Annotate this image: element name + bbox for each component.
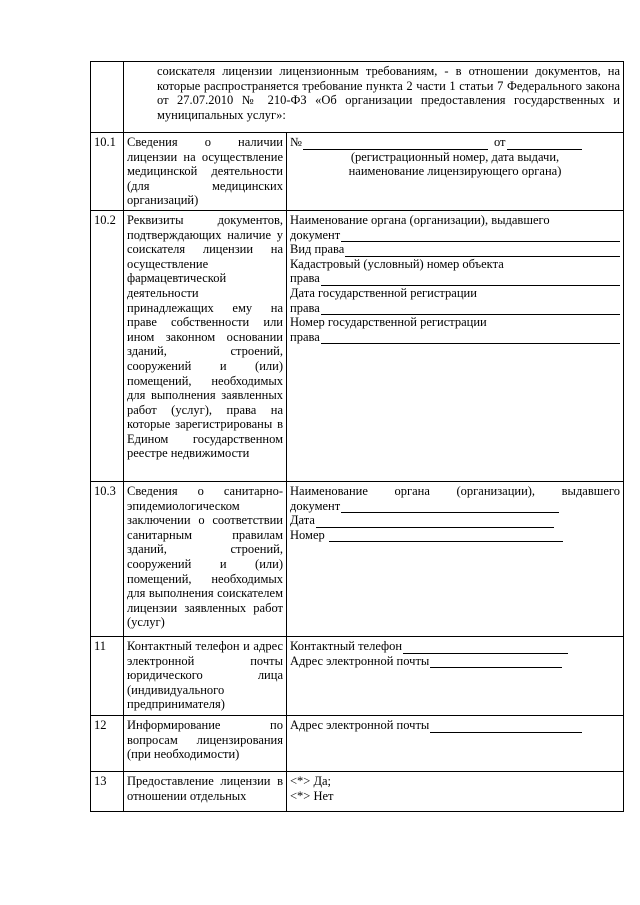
right-label: права	[290, 271, 320, 286]
document-field[interactable]	[341, 501, 559, 513]
application-form-table	[90, 61, 624, 812]
contact-phone-field[interactable]	[403, 642, 568, 654]
option-yes[interactable]: <*> Да;	[290, 773, 332, 788]
row-number: 13	[91, 771, 124, 811]
document-label: документ	[290, 498, 341, 513]
table-row-13	[91, 771, 624, 811]
email-label: Адрес электронной почты	[290, 717, 430, 732]
number-label: Номер	[290, 527, 325, 542]
row-label: Контактный телефон и адрес электронной почты юридического лица (индивидуального предпринимателя)	[124, 636, 287, 715]
email-field[interactable]	[430, 656, 562, 668]
continuation-text: соискателя лицензии лицензионным требованиям, - в отношении документов, на которые распространяется требование пункта 2 части 1 статьи 7 Федерального закона от 27.07.2010 № 210-ФЗ «Об организации предоставления государственных и муниципальных услуг»:	[124, 62, 624, 133]
table-row-10-3	[91, 481, 624, 636]
issuing-organ-label: Наименование органа (организации), выдавшего	[290, 483, 620, 498]
date-field[interactable]	[316, 516, 554, 528]
row-value	[287, 481, 624, 636]
row-number	[91, 62, 124, 133]
registration-date-field[interactable]	[321, 303, 620, 315]
cadastral-number-field[interactable]	[321, 274, 620, 286]
table-row-11	[91, 636, 624, 715]
email-field[interactable]	[430, 721, 582, 733]
license-date-field[interactable]	[507, 138, 582, 150]
row-value	[287, 210, 624, 481]
license-number-field[interactable]	[303, 138, 488, 150]
row-number: 10.3	[91, 481, 124, 636]
row-label: Сведения о наличии лицензии на осуществление медицинской деятельности (для медицинских организаций)	[124, 133, 287, 211]
document-label: документ	[290, 227, 341, 242]
row-number: 12	[91, 715, 124, 771]
issuing-organ-label: Наименование органа (организации), выдавшего	[290, 212, 550, 227]
cadastral-number-label: Кадастровый (условный) номер объекта	[290, 256, 504, 271]
registration-date-label: Дата государственной регистрации	[290, 285, 477, 300]
table-row-12	[91, 715, 624, 771]
right-label: права	[290, 329, 320, 344]
row-value	[287, 133, 624, 211]
date-label: Дата	[290, 513, 315, 528]
table-row-continuation	[91, 62, 624, 133]
email-label: Адрес электронной почты	[290, 653, 430, 668]
registration-number-field[interactable]	[321, 332, 620, 344]
date-from-label: от	[493, 135, 506, 149]
contact-phone-label: Контактный телефон	[290, 638, 403, 653]
row-label: Реквизиты документов, подтверждающих наличие у соискателя лицензии на осуществление фармацевтической деятельности принадлежащих ему на праве собственности или ином законном основании зданий, строений, сооружений и (или) помещений, необходимых для выполнения заявленных работ (услуг), права на которые зарегистрированы в Едином государственном реестре недвижимости	[124, 210, 287, 481]
row-value	[287, 771, 624, 811]
number-field[interactable]	[329, 530, 563, 542]
right-type-label: Вид права	[290, 242, 345, 257]
document-field[interactable]	[341, 230, 620, 242]
row-number: 10.2	[91, 210, 124, 481]
row-label: Сведения о санитарно-эпидемиологическом заключении о соответствии санитарным правилам зданий, строений, сооружений и (или) помещений, необходимых для выполнения соискателем лицензии заявленных работ (услуг)	[124, 481, 287, 636]
row-value	[287, 715, 624, 771]
row-label: Предоставление лицензии в отношении отдельных	[124, 771, 287, 811]
row-label: Информирование по вопросам лицензирования (при необходимости)	[124, 715, 287, 771]
number-sign-label: №	[290, 135, 302, 149]
row-value	[287, 636, 624, 715]
license-hint-text: (регистрационный номер, дата выдачи, наименование лицензирующего органа)	[348, 149, 562, 179]
table-row-10-1	[91, 133, 624, 211]
row-number: 10.1	[91, 133, 124, 211]
right-label: права	[290, 300, 320, 315]
row-number: 11	[91, 636, 124, 715]
right-type-field[interactable]	[345, 245, 620, 257]
option-no[interactable]: <*> Нет	[290, 788, 334, 803]
table-row-10-2	[91, 210, 624, 481]
registration-number-label: Номер государственной регистрации	[290, 315, 487, 330]
